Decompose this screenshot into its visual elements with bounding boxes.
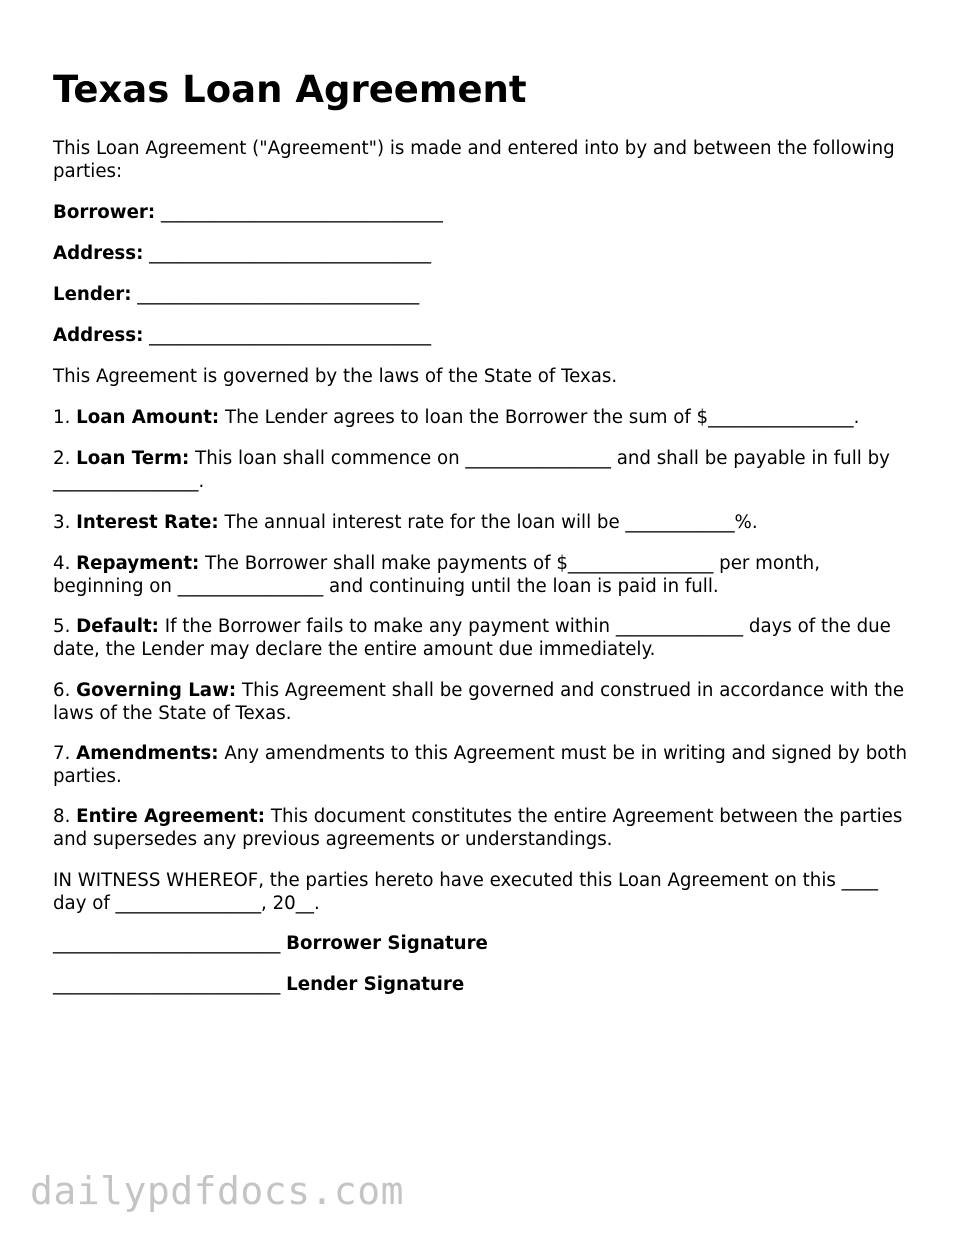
intro-paragraph: This Loan Agreement ("Agreement") is made and entered into by and between the following parties: — [53, 138, 895, 182]
clause-number: 4. — [53, 553, 71, 574]
borrower-blank: _______________________________ — [160, 202, 443, 223]
signature-line: _________________________ — [53, 933, 281, 954]
borrower-label: Borrower: — [53, 202, 156, 223]
clause-heading: Default: — [76, 616, 159, 637]
borrower-address-label: Address: — [53, 243, 144, 264]
clause-text: Any amendments to this Agreement must be in writing and signed by both parties. — [53, 743, 908, 787]
signature-label: Lender Signature — [286, 974, 465, 995]
clause-governing-law — [53, 680, 913, 725]
clause-text: This Agreement shall be governed and construed in accordance with the laws of the State of Texas. — [53, 680, 905, 724]
lender-address-field — [53, 325, 913, 348]
clause-number: 3. — [53, 512, 71, 533]
clause-number: 8. — [53, 806, 71, 827]
clause-text: If the Borrower fails to make any payment within ______________ days of the due date, the Lender may declare the entire amount due immediately. — [53, 616, 891, 660]
clause-number: 1. — [53, 407, 71, 428]
clause-number: 6. — [53, 680, 71, 701]
clause-heading: Loan Amount: — [76, 407, 220, 428]
clause-text: The Borrower shall make payments of $________________ per month, beginning on ________________ and continuing until the loan is paid in full. — [53, 553, 820, 597]
clause-loan-amount — [53, 407, 913, 430]
borrower-address-field — [53, 243, 913, 266]
clause-text: The annual interest rate for the loan will be ____________%. — [224, 512, 758, 533]
clause-amendments — [53, 743, 913, 788]
watermark: dailypdfdocs.com — [30, 1169, 405, 1213]
borrower-address-blank: _______________________________ — [149, 243, 432, 264]
borrower-signature — [53, 933, 913, 956]
clause-number: 7. — [53, 743, 71, 764]
lender-label: Lender: — [53, 284, 132, 305]
clause-heading: Governing Law: — [76, 680, 237, 701]
borrower-field — [53, 202, 913, 225]
clause-default — [53, 616, 913, 661]
clause-text: This document constitutes the entire Agreement between the parties and supersedes any previous agreements or understandings. — [53, 806, 903, 850]
signature-line: _________________________ — [53, 974, 281, 995]
clause-repayment — [53, 553, 913, 598]
clause-heading: Interest Rate: — [76, 512, 219, 533]
lender-blank: _______________________________ — [137, 284, 420, 305]
clause-heading: Repayment: — [76, 553, 200, 574]
clause-interest-rate — [53, 512, 913, 535]
clause-number: 2. — [53, 448, 71, 469]
lender-signature — [53, 974, 913, 997]
witness-paragraph: IN WITNESS WHEREOF, the parties hereto have executed this Loan Agreement on this ____ day of ________________, 20__. — [53, 870, 879, 914]
document-title: Texas Loan Agreement — [53, 68, 527, 111]
clause-heading: Entire Agreement: — [76, 806, 266, 827]
signature-label: Borrower Signature — [286, 933, 488, 954]
lender-address-label: Address: — [53, 325, 144, 346]
clause-heading: Amendments: — [76, 743, 219, 764]
clause-entire-agreement — [53, 806, 913, 851]
clause-heading: Loan Term: — [76, 448, 190, 469]
clause-text: This loan shall commence on ________________ and shall be payable in full by ________________. — [53, 448, 890, 492]
clause-loan-term — [53, 448, 913, 493]
lender-address-blank: _______________________________ — [149, 325, 432, 346]
clause-text: The Lender agrees to loan the Borrower the sum of $________________. — [224, 407, 860, 428]
governing-statement: This Agreement is governed by the laws of the State of Texas. — [53, 366, 618, 387]
lender-field — [53, 284, 913, 307]
clause-number: 5. — [53, 616, 71, 637]
